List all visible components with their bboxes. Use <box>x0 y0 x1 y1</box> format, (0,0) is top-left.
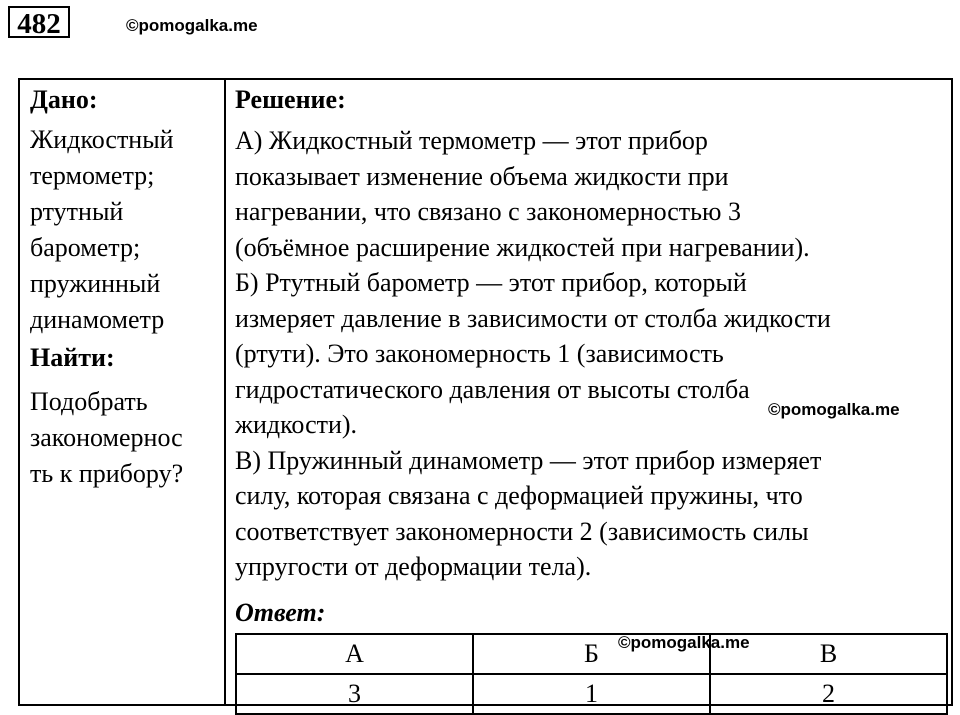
solution-line: А) Жидкостный термометр — этот прибор <box>235 126 708 155</box>
solution-line: измеряет давление в зависимости от столба жидкости <box>235 303 831 333</box>
answer-header-cell: В <box>710 634 947 674</box>
answer-header-cell: Б <box>473 634 710 674</box>
given-list <box>30 122 220 338</box>
solution-line: (объёмное расширение жидкостей при нагревании). <box>235 232 810 262</box>
find-line: ть к прибору? <box>30 459 184 488</box>
given-line: термометр; <box>30 161 155 190</box>
answer-header-cell: А <box>236 634 473 674</box>
answer-value-cell: 3 <box>236 674 473 714</box>
given-heading: Дано: <box>30 85 98 114</box>
given-line: Жидкостный <box>30 125 174 154</box>
solution-line: В) Пружинный динамометр — этот прибор измеряет <box>235 445 822 475</box>
column-divider <box>224 80 226 704</box>
task-number: 482 <box>8 6 70 38</box>
solution-line: силу, которая связана с деформацией пружины, что <box>235 481 803 510</box>
solution-line: показывает изменение объема жидкости при <box>235 161 729 191</box>
given-line: пружинный <box>30 269 161 298</box>
answer-label: Ответ: <box>235 597 326 627</box>
solution-line: упругости от деформации тела). <box>235 552 592 581</box>
find-heading: Найти: <box>30 343 115 372</box>
answer-header-row <box>236 634 947 674</box>
watermark-top: ©pomogalka.me <box>126 16 258 35</box>
solution-line: жидкости). <box>235 410 358 439</box>
given-line: ртутный <box>30 197 124 226</box>
solution-column <box>235 80 950 631</box>
given-line: барометр; <box>30 233 141 262</box>
solution-text <box>235 123 950 585</box>
given-find-column <box>30 80 220 492</box>
solution-table <box>18 78 953 706</box>
solution-line: Б) Ртутный барометр — этот прибор, который <box>235 268 747 297</box>
find-list <box>30 384 220 492</box>
solution-line: нагревании, что связано с закономерностью 3 <box>235 197 741 226</box>
answer-value-cell: 2 <box>710 674 947 714</box>
answer-table <box>235 633 948 715</box>
solution-line: соответствует закономерности 2 (зависимость силы <box>235 516 809 546</box>
solution-line: (ртути). Это закономерность 1 (зависимость <box>235 339 724 368</box>
find-line: Подобрать <box>30 387 148 416</box>
solution-heading: Решение: <box>235 85 346 114</box>
given-line: динамометр <box>30 305 165 334</box>
watermark-middle: ©pomogalka.me <box>768 400 900 419</box>
answer-value-row <box>236 674 947 714</box>
solution-line: гидростатического давления от высоты столба <box>235 374 750 404</box>
watermark-table: ©pomogalka.me <box>618 633 750 652</box>
answer-value-cell: 1 <box>473 674 710 714</box>
find-line: закономернос <box>30 423 183 452</box>
